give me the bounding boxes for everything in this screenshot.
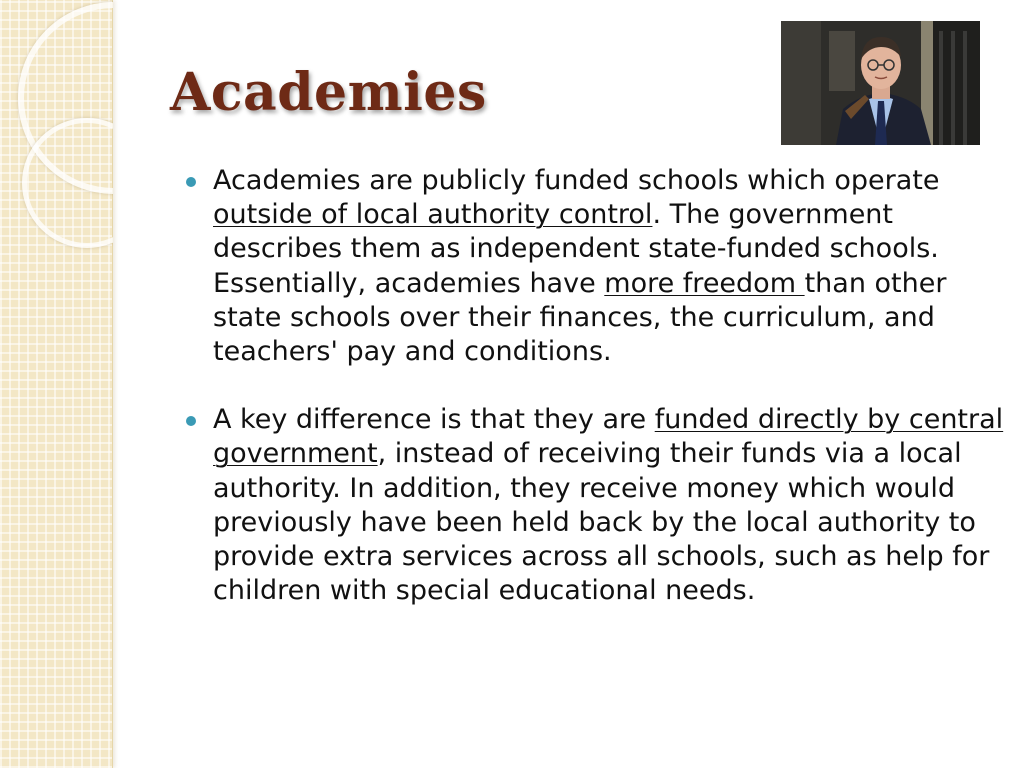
bullet-list: [186, 164, 1006, 642]
bullet-1-segment-1: Academies are publicly funded schools which operate: [213, 165, 940, 196]
bullet-dot-icon: [186, 177, 196, 187]
portrait-photo: [781, 21, 980, 145]
portrait-illustration: [781, 21, 980, 145]
bullet-dot-icon: [186, 416, 196, 426]
bullet-2-segment-1: A key difference is that they are: [213, 404, 655, 436]
bullet-2-segment-2-underlined: funded directly by central government: [213, 404, 1004, 470]
bullet-2-segment-3: , instead of receiving their funds via a local authority. In addition, they receive money which would previously have been held back by the local authority to provide extra services across all schools, such as help for children with special educational needs.: [213, 438, 990, 607]
bullet-text-1: [213, 165, 946, 367]
bullet-item-2: [186, 403, 1006, 608]
bullet-1-segment-2-underlined: outside of local authority control: [213, 199, 653, 231]
bullet-item-1: [186, 164, 1006, 369]
bullet-1-segment-5: than other state schools over their finances, the curriculum, and teachers' pay and conditions.: [213, 267, 947, 368]
slide-title: Academies: [170, 62, 487, 123]
bullet-1-segment-4-underlined: more freedom: [604, 267, 805, 299]
decorative-rings: [0, 0, 113, 768]
bullet-1-segment-3: . The government describes them as independent state-funded schools. Essentially, academies have: [213, 199, 939, 299]
bullet-text-2: [213, 404, 1003, 606]
